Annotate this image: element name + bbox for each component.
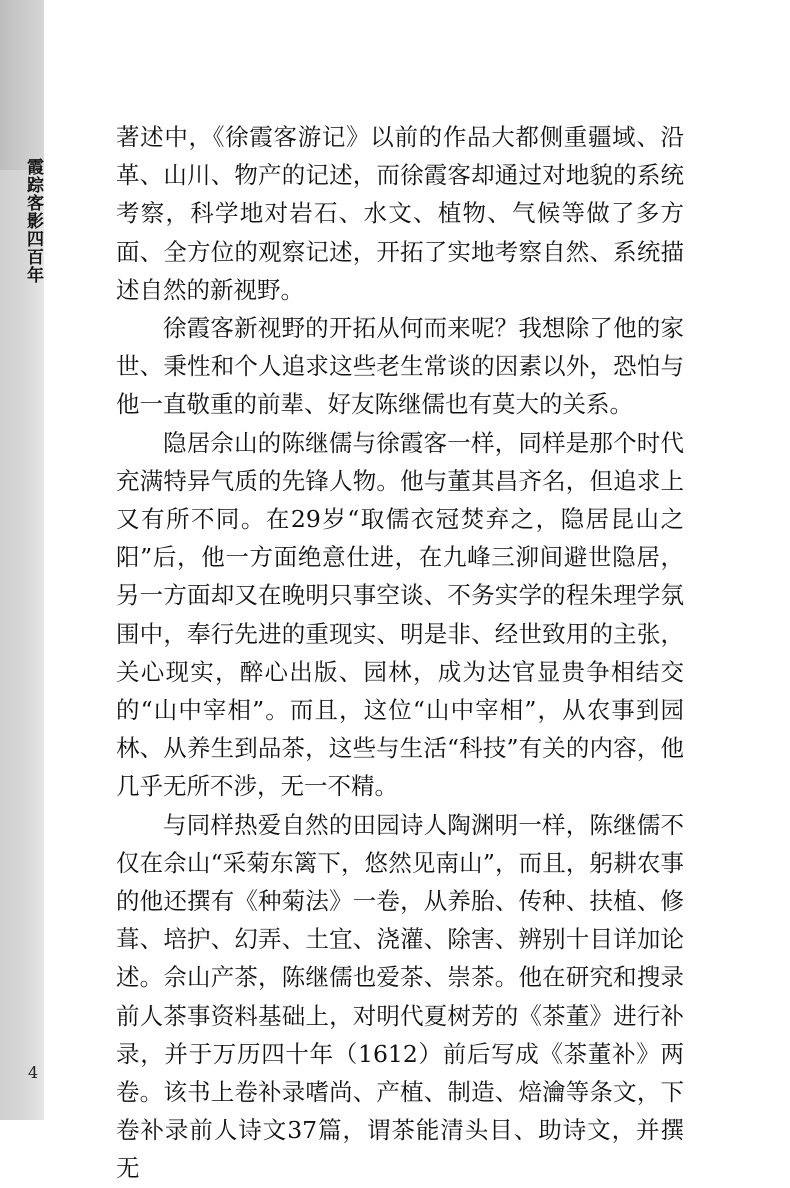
body-text [116,118,684,1188]
running-head: 霞踪客影四百年 [23,158,43,284]
page-number: 4 [28,1063,39,1082]
paragraph-4: 与同样热爱自然的田园诗人陶渊明一样，陈继儒不仅在佘山“采菊东篱下，悠然见南山”，而且，躬耕农事的他还撰有《种菊法》一卷，从养胎、传种、扶植、修葺、培护、幻弄、土宜、浇灌、除害、辨别十目详加论述。佘山产茶，陈继儒也爱茶、崇茶。他在研究和搜录前人茶事资料基础上，对明代夏树芳的《茶董》进行补录，并于万历四十年（1612）前后写成《茶董补》两卷。该书上卷补录嗜尚、产植、制造、焙瀹等条文，下卷补录前人诗文37篇，谓茶能清头目、助诗文，并撰无 [116,810,684,1183]
gutter-shade [0,0,44,170]
paragraph-3: 隐居佘山的陈继儒与徐霞客一样，同样是那个时代充满特异气质的先锋人物。他与董其昌齐名，但追求上又有所不同。在29岁“取儒衣冠焚弃之，隐居昆山之阳”后，他一方面绝意仕进，在九峰三泖间避世隐居，另一方面却又在晚明只事空谈、不务实学的程朱理学氛围中，奉行先进的重现实、明是非、经世致用的主张，关心现实，醉心出版、园林，成为达官显贵争相结交的“山中宰相”。而且，这位“山中宰相”，从农事到园林、从养生到品茶，这些与生活“科技”有关的内容，他几乎无所不涉，无一不精。 [116,428,684,801]
paragraph-2: 徐霞客新视野的开拓从何而来呢？我想除了他的家世、秉性和个人追求这些老生常谈的因素以外，恐怕与他一直敬重的前辈、好友陈继儒也有莫大的关系。 [116,314,684,419]
paragraph-1: 著述中，《徐霞客游记》以前的作品大都侧重疆域、沿革、山川、物产的记述，而徐霞客却通过对地貌的系统考察，科学地对岩石、水文、植物、气候等做了多方面、全方位的观察记述，开拓了实地考察自然、系统描述自然的新视野。 [116,123,684,304]
